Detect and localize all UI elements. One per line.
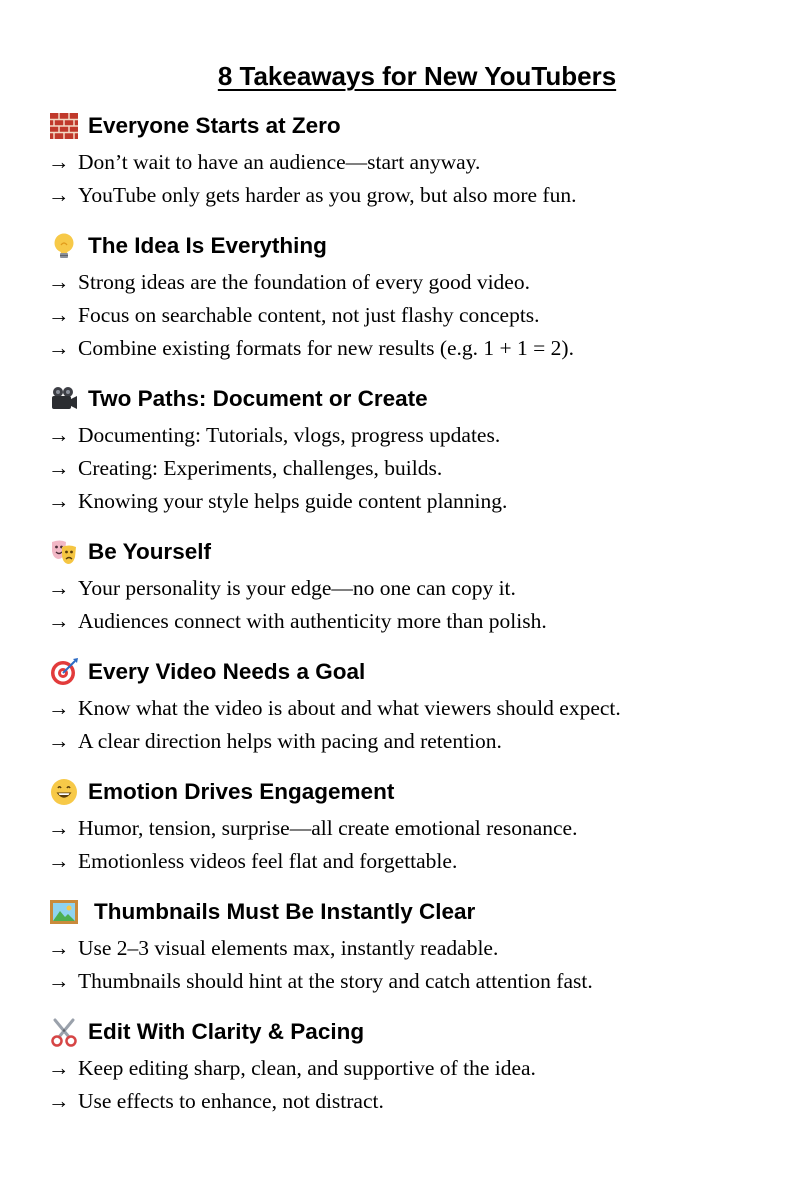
theater-masks-icon	[48, 536, 80, 568]
bullet-text: Documenting: Tutorials, vlogs, progress updates.	[78, 423, 501, 447]
section-heading	[48, 1012, 788, 1052]
bullet-text: Strong ideas are the foundation of every good video.	[78, 270, 530, 294]
bullet-item	[48, 419, 788, 452]
bullet-text: Knowing your style helps guide content planning.	[78, 489, 508, 513]
arrow-icon: →	[48, 303, 70, 327]
bullet-item	[48, 965, 788, 998]
section-heading-text: Two Paths: Document or Create	[88, 386, 428, 411]
bullet-item	[48, 725, 788, 758]
bullet-text: Keep editing sharp, clean, and supportive of the idea.	[78, 1056, 536, 1080]
grinning-face-icon	[48, 776, 80, 808]
bullet-item	[48, 332, 788, 365]
arrow-icon: →	[48, 336, 70, 360]
bullet-item	[48, 299, 788, 332]
section-heading	[48, 532, 788, 572]
arrow-icon: →	[48, 696, 70, 720]
arrow-icon: →	[48, 1056, 70, 1080]
arrow-icon: →	[48, 183, 70, 207]
scissors-icon	[48, 1016, 80, 1048]
bullet-text: Don’t wait to have an audience—start anyway.	[78, 150, 481, 174]
bullet-text: Know what the video is about and what viewers should expect.	[78, 696, 621, 720]
bullet-item	[48, 179, 788, 212]
takeaway-section-6	[48, 772, 788, 878]
arrow-icon: →	[48, 969, 70, 993]
section-heading-text: Be Yourself	[88, 539, 211, 564]
arrow-icon: →	[48, 849, 70, 873]
bullet-item	[48, 812, 788, 845]
section-heading	[48, 772, 788, 812]
bullet-item	[48, 266, 788, 299]
takeaway-section-3	[48, 379, 788, 518]
bullet-item	[48, 1052, 788, 1085]
bullet-text: Humor, tension, surprise—all create emotional resonance.	[78, 816, 578, 840]
arrow-icon: →	[48, 936, 70, 960]
arrow-icon: →	[48, 609, 70, 633]
bullet-text: Your personality is your edge—no one can copy it.	[78, 576, 516, 600]
bullet-text: Emotionless videos feel flat and forgettable.	[78, 849, 458, 873]
arrow-icon: →	[48, 1089, 70, 1113]
section-heading-text: Edit With Clarity & Pacing	[88, 1019, 365, 1044]
takeaway-section-5	[48, 652, 788, 758]
section-heading-text: Thumbnails Must Be Instantly Clear	[94, 899, 476, 924]
bullet-item	[48, 485, 788, 518]
arrow-icon: →	[48, 489, 70, 513]
takeaway-section-2	[48, 226, 788, 365]
bullet-text: Use effects to enhance, not distract.	[78, 1089, 384, 1113]
light-bulb-icon	[48, 230, 80, 262]
bullet-text: YouTube only gets harder as you grow, but also more fun.	[78, 183, 577, 207]
arrow-icon: →	[48, 816, 70, 840]
arrow-icon: →	[48, 729, 70, 753]
bullet-item	[48, 452, 788, 485]
takeaway-section-4	[48, 532, 788, 638]
target-icon	[48, 656, 80, 688]
takeaway-section-7	[48, 892, 788, 998]
bullet-item	[48, 572, 788, 605]
arrow-icon: →	[48, 423, 70, 447]
takeaway-section-1	[48, 106, 788, 212]
bullet-item	[48, 692, 788, 725]
bullet-text: Focus on searchable content, not just flashy concepts.	[78, 303, 540, 327]
section-heading-text: Emotion Drives Engagement	[88, 779, 395, 804]
document	[48, 56, 788, 1132]
takeaway-section-8	[48, 1012, 788, 1118]
bullet-text: Thumbnails should hint at the story and catch attention fast.	[78, 969, 593, 993]
section-heading	[48, 106, 788, 146]
bullet-text: Combine existing formats for new results (e.g. 1 + 1 = 2).	[78, 336, 574, 360]
bullet-text: Use 2–3 visual elements max, instantly readable.	[78, 936, 499, 960]
section-heading	[48, 652, 788, 692]
arrow-icon: →	[48, 456, 70, 480]
bullet-item	[48, 146, 788, 179]
bullet-text: Audiences connect with authenticity more than polish.	[78, 609, 547, 633]
bullet-text: Creating: Experiments, challenges, builds.	[78, 456, 443, 480]
section-heading	[48, 892, 788, 932]
page-title: 8 Takeaways for New YouTubers	[217, 61, 617, 91]
arrow-icon: →	[48, 150, 70, 174]
arrow-icon: →	[48, 576, 70, 600]
bullet-item	[48, 605, 788, 638]
bullet-item	[48, 932, 788, 965]
bullet-item	[48, 1085, 788, 1118]
brick-icon	[48, 110, 80, 142]
movie-camera-icon	[48, 383, 80, 415]
section-heading-text: The Idea Is Everything	[88, 233, 327, 258]
section-heading	[48, 226, 788, 266]
bullet-text: A clear direction helps with pacing and retention.	[78, 729, 502, 753]
section-heading-text: Everyone Starts at Zero	[88, 113, 341, 138]
bullet-item	[48, 845, 788, 878]
section-heading-text: Every Video Needs a Goal	[88, 659, 366, 684]
section-heading	[48, 379, 788, 419]
arrow-icon: →	[48, 270, 70, 294]
framed-picture-icon	[48, 896, 80, 928]
